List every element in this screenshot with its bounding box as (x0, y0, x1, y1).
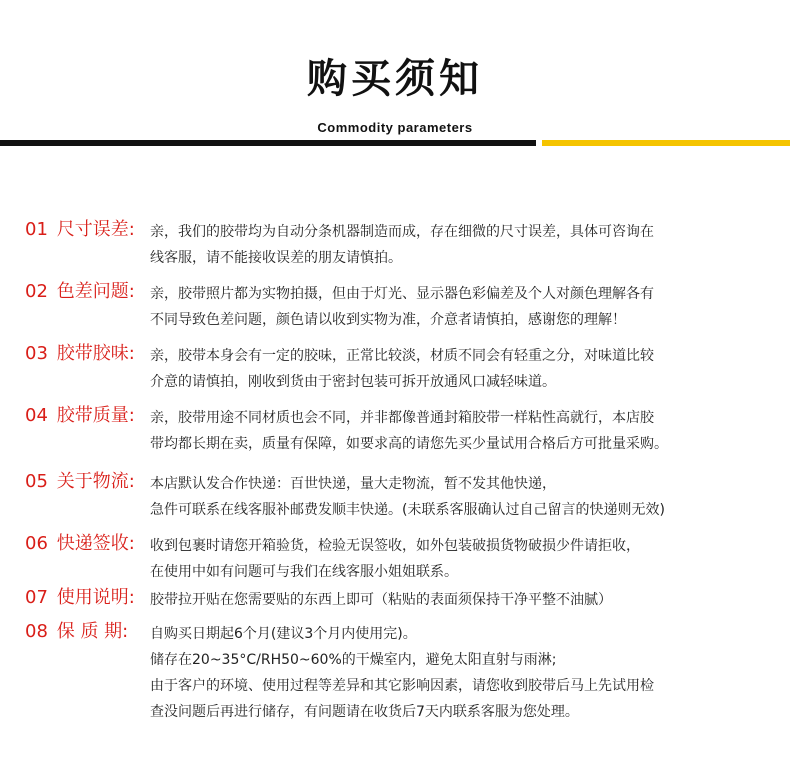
notice-body (150, 621, 770, 725)
notice-line: 自购买日期起6个月(建议3个月内使用完)。 (150, 626, 417, 642)
notice-line: 查没问题后再进行储存，有问题请在收货后7天内联系客服为您处理。 (150, 704, 579, 720)
notice-line: 储存在20~35°C/RH50~60%的干燥室内，避免太阳直射与雨淋; (150, 652, 557, 668)
header (0, 0, 790, 150)
notice-line: 收到包裹时请您开箱验货，检验无误签收，如外包装破损货物破损少件请拒收， (150, 538, 640, 554)
notice-item-logistics (0, 470, 790, 532)
notice-line: 不同导致色差问题，颜色请以收到实物为准，介意者请慎拍，感谢您的理解！ (150, 312, 626, 328)
notice-line: 在使用中如有问题可与我们在线客服小姐姐联系。 (150, 564, 458, 580)
notice-line: 胶带拉开贴在您需要贴的东西上即可（粘贴的表面须保持干净平整不油腻） (150, 592, 612, 608)
notice-title: 胶带质量: (56, 405, 135, 426)
notice-title: 色差问题: (56, 281, 135, 302)
notice-line: 亲，胶带本身会有一定的胶味，正常比较淡，材质不同会有轻重之分，对味道比较 (150, 348, 654, 364)
notice-label (25, 280, 149, 304)
notice-title: 关于物流: (56, 471, 135, 492)
notice-line: 亲，我们的胶带均为自动分条机器制造而成，存在细微的尺寸误差，具体可咨询在 (150, 224, 654, 240)
notice-label (25, 470, 149, 494)
divider-bar-yellow (542, 140, 790, 146)
notice-body (150, 533, 770, 585)
notice-number: 04 (25, 405, 48, 426)
notice-line: 本店默认发合作快递：百世快递，量大走物流，暂不发其他快递， (150, 476, 556, 492)
notice-line: 亲，胶带照片都为实物拍摄，但由于灯光、显示器色彩偏差及个人对颜色理解各有 (150, 286, 654, 302)
notice-number: 02 (25, 281, 48, 302)
notice-number: 07 (25, 587, 48, 608)
notice-body (150, 281, 770, 333)
notice-line: 线客服，请不能接收误差的朋友请慎拍。 (150, 250, 402, 266)
notice-line: 由于客户的环境、使用过程等差异和其它影响因素，请您收到胶带后马上先试用检 (150, 678, 654, 694)
page-subtitle: Commodity parameters (317, 120, 473, 135)
notice-line: 亲，胶带用途不同材质也会不同，并非都像普通封箱胶带一样粘性高就行，本店胶 (150, 410, 654, 426)
notice-item-size (0, 218, 790, 280)
notice-label (25, 404, 149, 428)
notice-label (25, 620, 149, 644)
notice-line: 带均都长期在卖，质量有保障，如要求高的请您先买少量试用合格后方可批量采购。 (150, 436, 668, 452)
notice-label (25, 532, 149, 556)
notice-number: 01 (25, 219, 48, 240)
notice-item-usage (0, 586, 790, 620)
notice-line: 介意的请慎拍，刚收到货由于密封包装可拆开放通风口减轻味道。 (150, 374, 556, 390)
notice-body (150, 587, 770, 613)
notice-title: 快递签收: (56, 533, 135, 554)
notice-item-odor (0, 342, 790, 404)
notice-title: 保 质 期: (56, 621, 129, 642)
notice-label (25, 342, 149, 366)
notice-item-color (0, 280, 790, 342)
notice-body (150, 471, 770, 523)
notice-number: 05 (25, 471, 48, 492)
notice-number: 06 (25, 533, 48, 554)
notice-number: 08 (25, 621, 48, 642)
notice-body (150, 219, 770, 271)
notice-title: 使用说明: (56, 587, 135, 608)
notice-label (25, 218, 149, 242)
notice-item-signoff (0, 532, 790, 586)
notice-item-quality (0, 404, 790, 470)
notice-title: 尺寸误差: (56, 219, 135, 240)
notice-list (0, 218, 790, 724)
notice-body (150, 405, 770, 457)
notice-body (150, 343, 770, 395)
notice-title: 胶带胶味: (56, 343, 135, 364)
divider-bar-black (0, 140, 536, 146)
page-title: 购买须知 (307, 56, 483, 102)
notice-item-shelf-life (0, 620, 790, 724)
notice-number: 03 (25, 343, 48, 364)
notice-line: 急件可联系在线客服补邮费发顺丰快递。(未联系客服确认过自己留言的快递则无效) (150, 502, 665, 518)
notice-label (25, 586, 149, 610)
